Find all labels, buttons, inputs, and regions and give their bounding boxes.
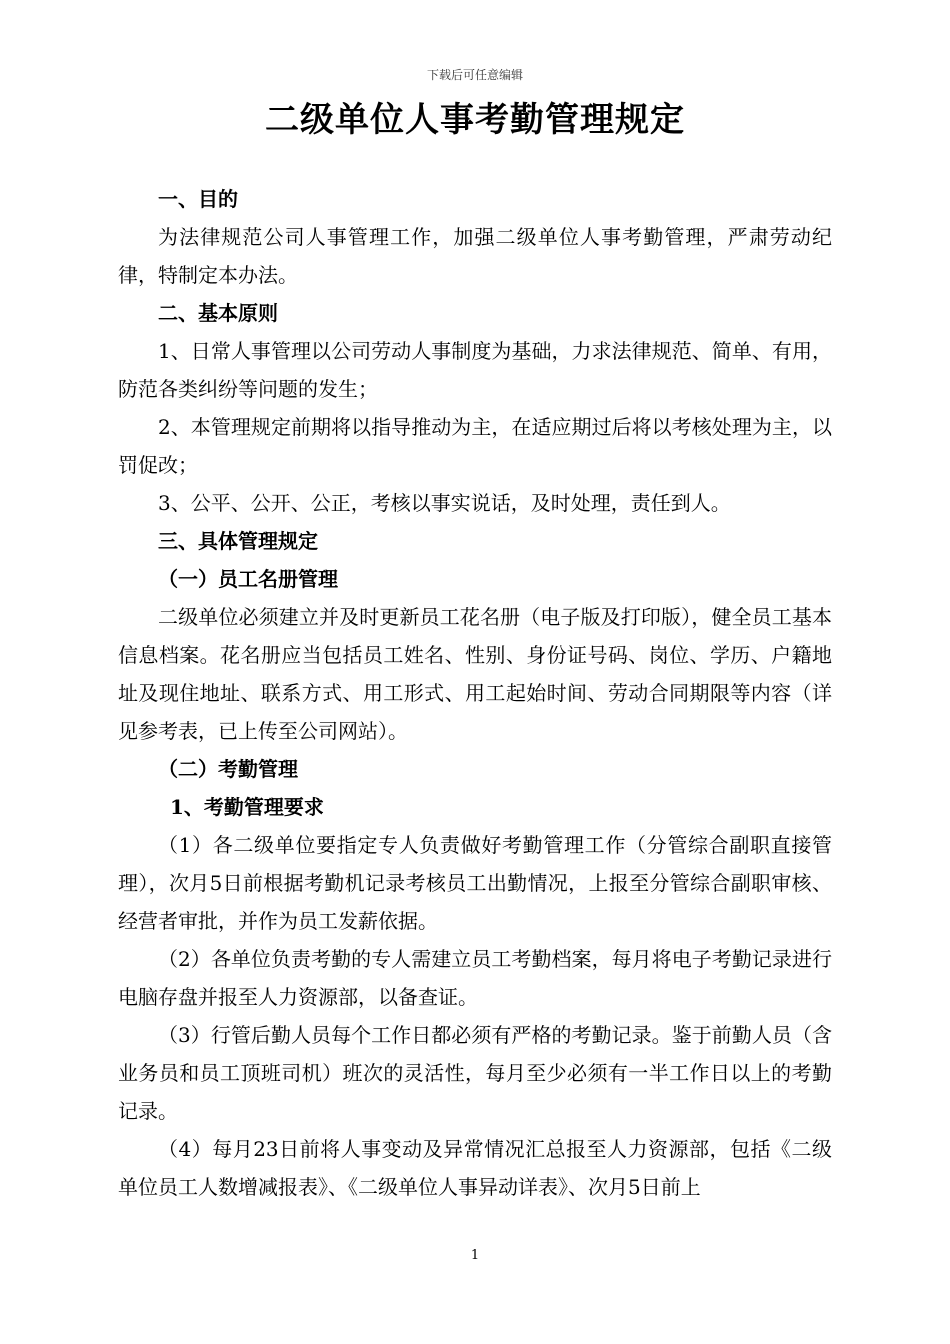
paragraph-principle-1: 1、日常人事管理以公司劳动人事制度为基础，力求法律规范、简单、有用，防范各类纠纷等问题的发生； <box>118 339 832 401</box>
section-heading-principles: 二、基本原则 <box>158 301 278 325</box>
paragraph-principle-2: 2、本管理规定前期将以指导推动为主，在适应期过后将以考核处理为主，以罚促改； <box>118 415 832 477</box>
header-note: 下载后可任意编辑 <box>426 68 523 82</box>
section-heading-purpose: 一、目的 <box>158 187 238 211</box>
page-number: 1 <box>470 1248 480 1263</box>
paragraph-principle-3: 3、公平、公开、公正，考核以事实说话，及时处理，责任到人。 <box>158 491 731 515</box>
paragraph-requirement-4: （4）每月23日前将人事变动及异常情况汇总报至人力资源部，包括《二级单位员工人数增减报表》、《二级单位人事异动详表》、次月5日前上 <box>118 1137 832 1199</box>
document-body <box>118 180 832 1206</box>
section-heading-regulations: 三、具体管理规定 <box>158 529 318 553</box>
document-title: 二级单位人事考勤管理规定 <box>265 100 685 140</box>
paragraph-requirement-2: （2）各单位负责考勤的专人需建立员工考勤档案，每月将电子考勤记录进行电脑存盘并报至人力资源部，以备查证。 <box>118 947 832 1009</box>
subsubsection-heading-requirements: 1、考勤管理要求 <box>170 795 324 819</box>
paragraph-requirement-3: （3）行管后勤人员每个工作日都必须有严格的考勤记录。鉴于前勤人员（含业务员和员工顶班司机）班次的灵活性，每月至少必须有一半工作日以上的考勤记录。 <box>118 1023 832 1123</box>
subsection-heading-attendance: （二）考勤管理 <box>158 757 298 781</box>
paragraph-purpose: 为法律规范公司人事管理工作，加强二级单位人事考勤管理，严肃劳动纪律，特制定本办法。 <box>118 225 832 287</box>
paragraph-requirement-1: （1）各二级单位要指定专人负责做好考勤管理工作（分管综合副职直接管理），次月5日前根据考勤机记录考核员工出勤情况，上报至分管综合副职审核、经营者审批，并作为员工发薪依据。 <box>118 833 832 933</box>
paragraph-roster: 二级单位必须建立并及时更新员工花名册（电子版及打印版），健全员工基本信息档案。花名册应当包括员工姓名、性别、身份证号码、岗位、学历、户籍地址及现住地址、联系方式、用工形式、用工起始时间、劳动合同期限等内容（详见参考表，已上传至公司网站）。 <box>118 605 832 743</box>
subsection-heading-roster: （一）员工名册管理 <box>158 567 338 591</box>
